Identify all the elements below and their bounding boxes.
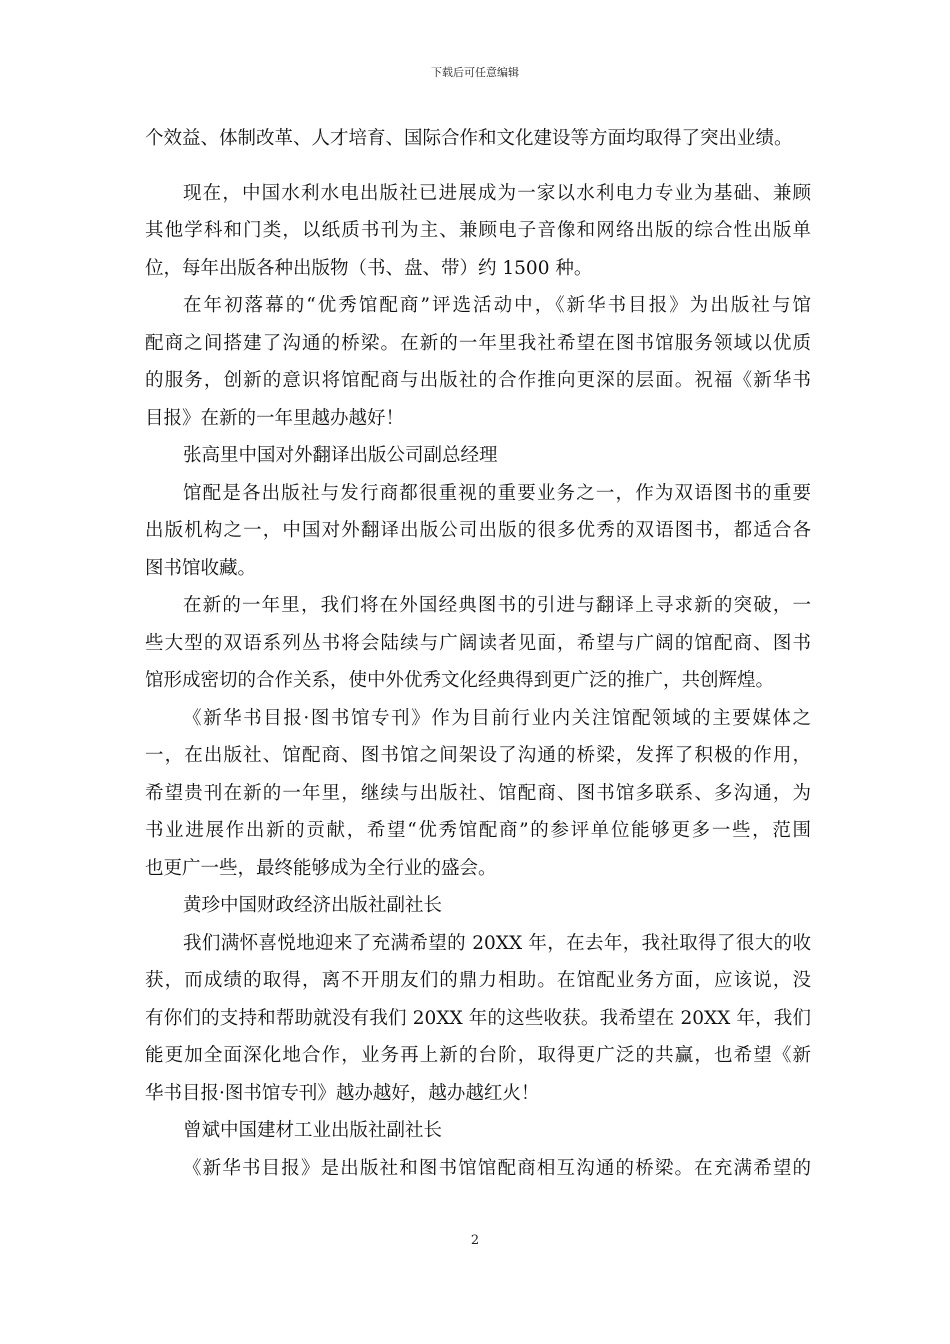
paragraph xyxy=(145,175,811,288)
document-body xyxy=(145,120,811,1187)
text-line: 馆形成密切的合作关系，使中外优秀文化经典得到更广泛的推广，共创辉煌。 xyxy=(145,670,775,691)
text-line: 曾斌中国建材工业出版社副社长 xyxy=(183,1120,443,1141)
text-line: 位，每年出版各种出版物（书、盘、带）约 1500 种。 xyxy=(145,257,593,279)
text-line: 在年初落幕的“优秀馆配商”评选活动中，《新华书目报》为出版社与馆 xyxy=(183,295,811,316)
text-line: 也更广一些，最终能够成为全行业的盛会。 xyxy=(145,857,497,879)
paragraph xyxy=(145,120,811,158)
paragraph xyxy=(145,287,811,437)
paragraph xyxy=(145,1112,811,1150)
text-line: 图书馆收藏。 xyxy=(145,557,257,579)
paragraph xyxy=(145,700,811,888)
paragraph xyxy=(145,437,811,475)
text-line: 希望贵刊在新的一年里，继续与出版社、馆配商、图书馆多联系、多沟通，为 xyxy=(145,782,811,804)
text-line: 一，在出版社、馆配商、图书馆之间架设了沟通的桥梁，发挥了积极的作用， xyxy=(145,745,811,766)
page-number: 2 xyxy=(470,1233,480,1248)
text-line: 《新华书目报》是出版社和图书馆馆配商相互沟通的桥梁。在充满希望的 xyxy=(183,1157,811,1179)
text-line: 我们满怀喜悦地迎来了充满希望的 20XX 年，在去年，我社取得了很大的收 xyxy=(183,932,811,954)
text-line: 获，而成绩的取得，离不开朋友们的鼎力相助。在馆配业务方面，应该说，没 xyxy=(145,970,811,991)
paragraph-gap xyxy=(145,158,811,175)
paragraph xyxy=(145,887,811,925)
text-line: 能更加全面深化地合作，业务再上新的台阶，取得更广泛的共赢，也希望《新 xyxy=(145,1045,811,1066)
page-header: 下载后可任意编辑 xyxy=(431,66,519,79)
text-line: 华书目报·图书馆专刊》越办越好，越办越红火！ xyxy=(145,1082,540,1104)
text-line: 有你们的支持和帮助就没有我们 20XX 年的这些收获。我希望在 20XX 年，我们 xyxy=(145,1007,811,1029)
text-line: 书业进展作出新的贡献，希望“优秀馆配商”的参评单位能够更多一些，范围 xyxy=(145,820,811,841)
paragraph xyxy=(145,1150,811,1188)
text-line: 的服务，创新的意识将馆配商与出版社的合作推向更深的层面。祝福《新华书 xyxy=(145,370,811,391)
text-line: 些大型的双语系列丛书将会陆续与广阔读者见面，希望与广阔的馆配商、图书 xyxy=(145,632,811,654)
paragraph xyxy=(145,925,811,1113)
paragraph xyxy=(145,587,811,700)
text-line: 《新华书目报·图书馆专刊》作为目前行业内关注馆配领域的主要媒体之 xyxy=(183,707,811,729)
text-line: 张高里中国对外翻译出版公司副总经理 xyxy=(183,445,498,466)
text-line: 现在，中国水利水电出版社已进展成为一家以水利电力专业为基础、兼顾 xyxy=(183,182,811,204)
text-line: 出版机构之一，中国对外翻译出版公司出版的很多优秀的双语图书，都适合各 xyxy=(145,520,811,541)
text-line: 个效益、体制改革、人才培育、国际合作和文化建设等方面均取得了突出业绩。 xyxy=(145,128,793,149)
text-line: 其他学科和门类，以纸质书刊为主、兼顾电子音像和网络出版的综合性出版单 xyxy=(145,220,811,241)
text-line: 在新的一年里，我们将在外国经典图书的引进与翻译上寻求新的突破，一 xyxy=(183,595,811,616)
paragraph xyxy=(145,475,811,588)
text-line: 目报》在新的一年里越办越好！ xyxy=(145,407,405,429)
text-line: 馆配是各出版社与发行商都很重视的重要业务之一，作为双语图书的重要 xyxy=(183,482,811,504)
text-line: 黄珍中国财政经济出版社副社长 xyxy=(183,895,443,916)
text-line: 配商之间搭建了沟通的桥梁。在新的一年里我社希望在图书馆服务领域以优质 xyxy=(145,332,811,354)
